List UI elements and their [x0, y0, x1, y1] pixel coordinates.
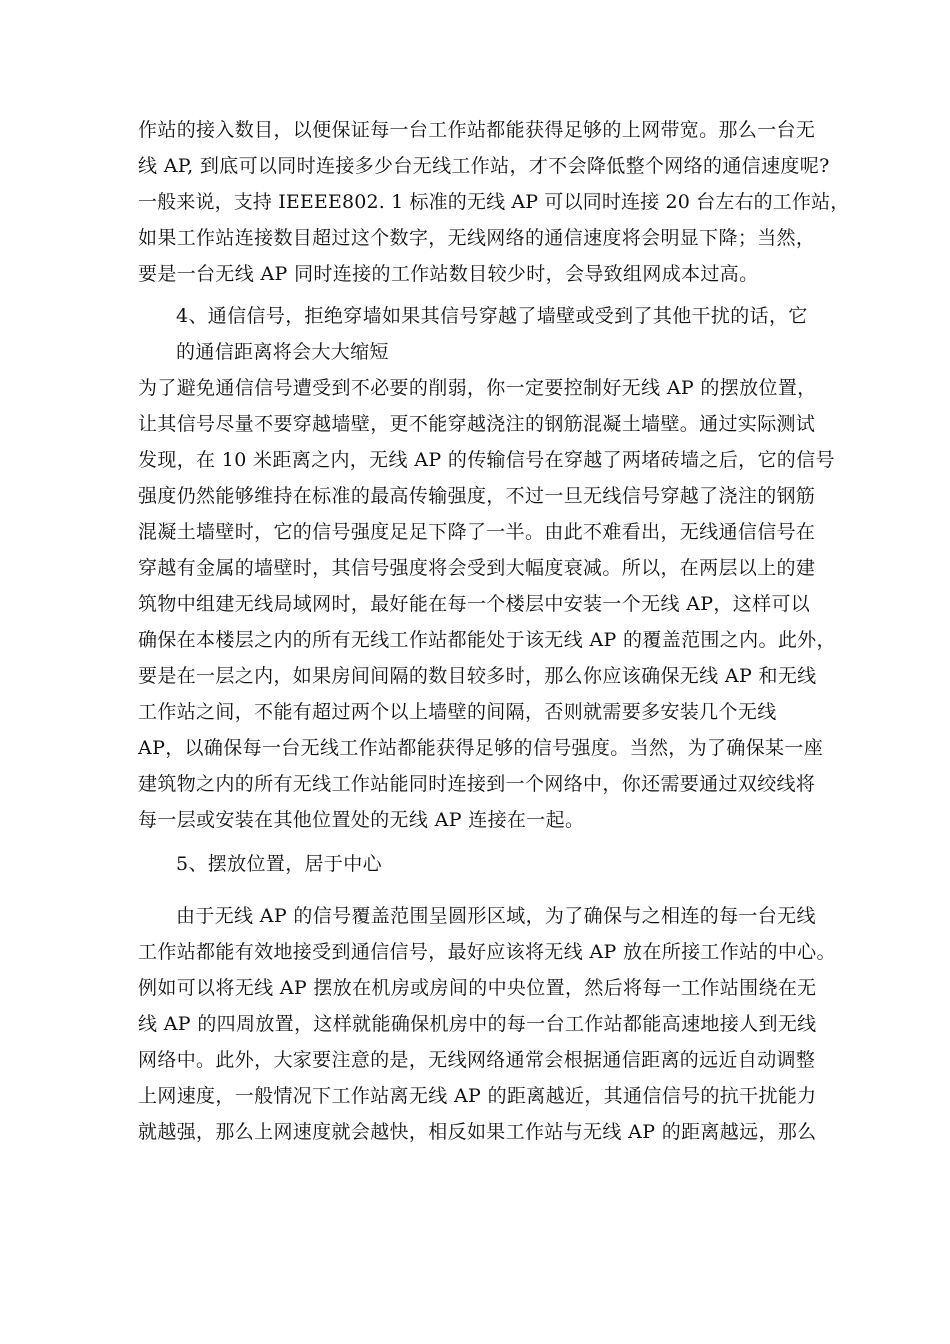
paragraph-line: 例如可以将无线 AP 摆放在机房或房间的中央位置，然后将每一工作站围绕在无 — [138, 977, 817, 999]
paragraph-line: 网络中。此外，大家要注意的是，无线网络通常会根据通信距离的远近自动调整 — [138, 1049, 816, 1071]
paragraph-line: 一般来说，支持 IEEEE802. 1 标准的无线 AP 可以同时连接 20 台左右的工作站， — [138, 191, 850, 213]
paragraph-line: 让其信号尽量不要穿越墙壁，更不能穿越浇注的钢筋混凝土墙壁。通过实际测试 — [138, 413, 816, 435]
paragraph-line: 如果工作站连接数目超过这个数字，无线网络的通信速度将会明显下降；当然， — [138, 227, 816, 249]
paragraph-line: 每一层或安装在其他位置处的无线 AP 连接在一起。 — [138, 809, 585, 831]
section-heading-4: 的通信距离将会大大缩短 — [176, 341, 389, 363]
paragraph-line: 线 AP, 到底可以同时连接多少台无线工作站，才不会降低整个网络的通信速度呢? — [138, 155, 830, 177]
section-heading-5: 5、摆放位置，居于中心 — [176, 853, 382, 875]
paragraph-line: 工作站都能有效地接受到通信信号，最好应该将无线 AP 放在所接工作站的中心。 — [138, 941, 836, 963]
paragraph-line: 要是一台无线 AP 同时连接的工作站数目较少时，会导致组网成本过高。 — [138, 263, 759, 285]
section-heading-4: 4、通信信号，拒绝穿墙如果其信号穿越了墙壁或受到了其他干扰的话，它 — [176, 305, 808, 327]
paragraph-line: 由于无线 AP 的信号覆盖范围呈圆形区域，为了确保与之相连的每一台无线 — [176, 905, 816, 927]
paragraph-line: AP，以确保每一台无线工作站都能获得足够的信号强度。当然，为了确保某一座 — [138, 737, 824, 759]
paragraph-line: 强度仍然能够维持在标准的最高传输强度，不过一旦无线信号穿越了浇注的钢筋 — [138, 485, 816, 507]
paragraph-line: 上网速度，一般情况下工作站离无线 AP 的距离越近，其通信信号的抗干扰能力 — [138, 1085, 817, 1107]
paragraph-line: 混凝土墙壁时，它的信号强度足足下降了一半。由此不难看出，无线通信信号在 — [138, 521, 816, 543]
paragraph-line: 工作站之间，不能有超过两个以上墙壁的间隔，否则就需要多安装几个无线 — [138, 701, 777, 723]
paragraph-line: 作站的接入数目，以便保证每一台工作站都能获得足够的上网带宽。那么一台无 — [138, 119, 816, 141]
paragraph-line: 发现，在 10 米距离之内，无线 AP 的传输信号在穿越了两堵砖墙之后，它的信号 — [138, 449, 835, 471]
paragraph-line: 确保在本楼层之内的所有无线工作站都能处于该无线 AP 的覆盖范围之内。此外， — [138, 629, 836, 651]
paragraph-line: 筑物中组建无线局域网时，最好能在每一个楼层中安装一个无线 AP，这样可以 — [138, 593, 811, 615]
paragraph-line: 建筑物之内的所有无线工作站能同时连接到一个网络中，你还需要通过双绞线将 — [138, 773, 816, 795]
paragraph-line: 要是在一层之内，如果房间间隔的数目较多时，那么你应该确保无线 AP 和无线 — [138, 665, 817, 687]
paragraph-line: 线 AP 的四周放置，这样就能确保机房中的每一台工作站都能高速地接人到无线 — [138, 1013, 817, 1035]
paragraph-line: 穿越有金属的墙壁时，其信号强度将会受到大幅度衰减。所以，在两层以上的建 — [138, 557, 816, 579]
paragraph-line: 就越强，那么上网速度就会越快，相反如果工作站与无线 AP 的距离越远，那么 — [138, 1121, 817, 1143]
paragraph-line: 为了避免通信信号遭受到不必要的削弱，你一定要控制好无线 AP 的摆放位置， — [138, 377, 817, 399]
